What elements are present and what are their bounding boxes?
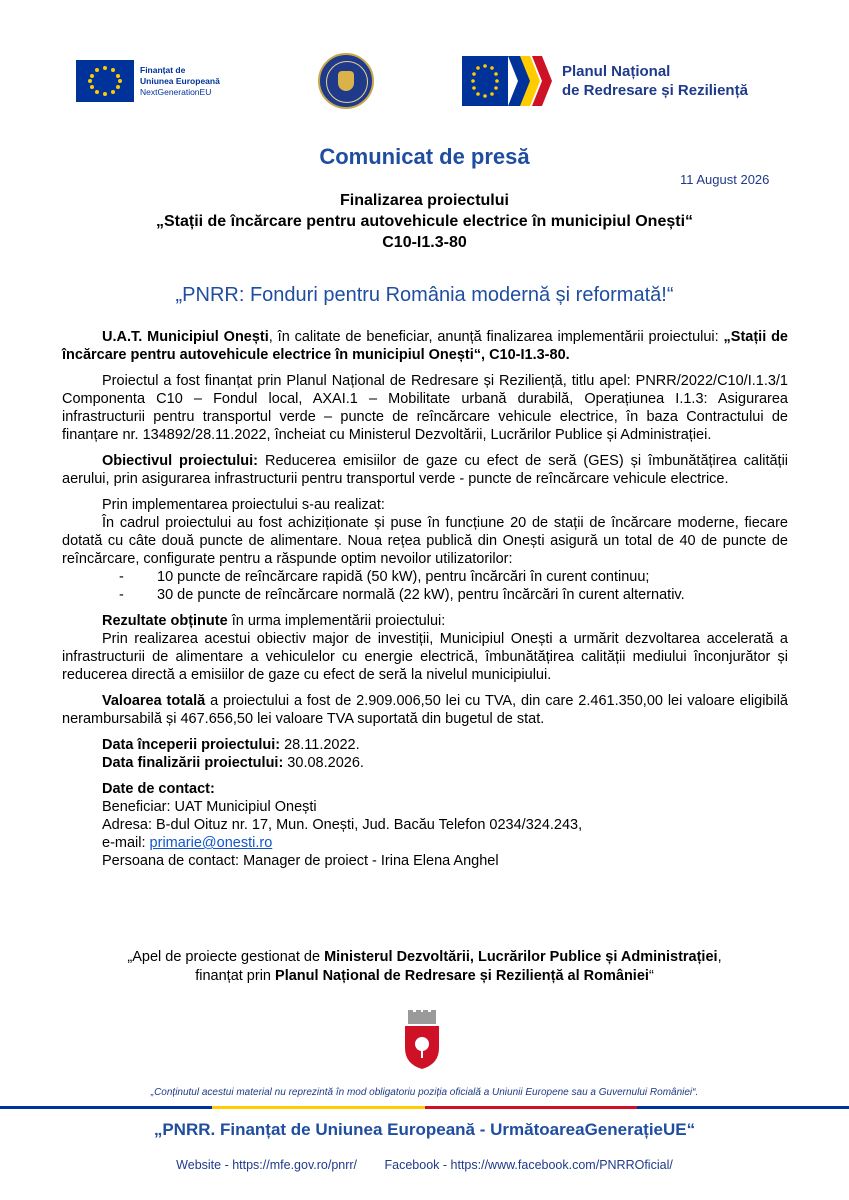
start-date-value: 28.11.2022. [280,737,360,753]
bullet-text-normal: 30 de puncte de reîncărcare normală (22 kW), pentru încărcări în curent alternativ. [157,587,685,603]
footer-links [0,1158,849,1172]
facebook-link[interactable]: Facebook - https://www.facebook.com/PNRROficial/ [384,1158,673,1172]
results-label: Rezultate obținute [102,613,228,629]
closing-text2: , [717,949,722,965]
paragraph-objective [62,452,788,488]
end-date-line [62,754,788,772]
subtitle-line3: C10-I1.3-80 [382,234,467,251]
contact-beneficiary: Beneficiar: UAT Municipiul Onești [102,799,317,815]
contact-address: Adresa: B-dul Oituz nr. 17, Mun. Onești, Jud. Bacău Telefon 0234/324.243, [102,817,583,833]
contact-label: Date de contact: [102,781,215,797]
press-release-date: 11 August 2026 [680,172,770,187]
start-date-label: Data începerii proiectului: [102,737,281,753]
onesti-crest-icon [402,1010,442,1070]
subtitle-line1: Finalizarea proiectului [340,192,509,209]
paragraph-value [62,692,788,728]
disclaimer-text: „Conținutul acestui material nu reprezintă în mod obligatoriu poziția oficială a Uniunii Europene sau a Guvernului României“. [150,1087,699,1098]
eu-flag-icon [76,60,134,102]
start-date-line [62,736,788,754]
pnrr-logo [462,56,748,106]
contact-person: Persoana de contact: Manager de proiect - Irina Elena Anghel [102,853,499,869]
paragraph-financing: Proiectul a fost finanțat prin Planul Național de Redresare și Reziliență, titlu apel: PNRR/2022/C10/I.1.3/1 Componenta C10 – Fondul local, AXAI.1 – Mobilitate urbană durabilă, Operațiunea I.1.3: Asigurarea infrastructurii pentru transportul verde – puncte de reîncărcare vehicule electrice, în baza Contractului de finanțare nr. 134892/28.11.2022, încheiat cu Ministerul Dezvoltării, Lucrărilor Publice și Administrației. [62,373,788,443]
project-name: „Stații de încărcare pentru autovehicule electrice în municipiul Onești“, C10-I1.3-80. [62,329,789,363]
objective-text: Reducerea emisiilor de gaze cu efect de seră (GES) și îmbunătățirea calității aerului, prin asigurarea infrastructurii pentru transportul verde - puncte de reîncărcare vehicule electrice. [62,453,789,487]
government-seal-logo [318,53,374,109]
list-item [62,568,788,586]
page-title: Comunicat de presă [319,144,530,169]
bullet-dash: - [119,587,124,603]
paragraph-results: Prin realizarea acestui obiectiv major de investiții, Municipiul Onești a urmărit dezvoltarea accelerată a infrastructurii de alimentare a vehiculelor cu energie electrică, îmbunătățirea calității mediului înconjurător și reducerea directă a emisiilor de gaze cu efect de seră la nivelul municipiului. [62,631,788,683]
closing-line2 [0,967,849,986]
paragraph-realizations-intro: Prin implementarea proiectului s-au realizat: [102,497,385,513]
results-intro: în urma implementării proiectului: [227,613,446,629]
value-label: Valoarea totală [102,693,206,709]
list-item [62,586,788,604]
paragraph-intro [62,328,788,364]
contact-heading [62,780,788,798]
eagle-icon [338,71,354,91]
pnrr-line2: de Redresare și Reziliență [562,82,748,99]
press-release-body [62,328,788,870]
eu-line2: Uniunea Europeană [140,75,220,86]
contact-email-line [62,834,788,852]
closing-text4: “ [648,968,654,984]
beneficiary-name: U.A.T. Municipiul Onești [102,329,269,345]
bullet-dash: - [119,569,124,585]
closing-statement [0,948,849,986]
closing-text3: finanțat prin [195,968,276,984]
footer-motto: „PNRR. Finanțat de Uniunea Europeană - UrmătoareaGenerațieUE“ [153,1120,696,1139]
bullet-text-fast: 10 puncte de reîncărcare rapidă (50 kW), pentru încărcări în curent continuu; [157,569,650,585]
closing-text1: „Apel de proiecte gestionat de [127,949,325,965]
eu-logo-text [140,65,220,98]
closing-line1 [0,948,849,967]
paragraph-realizations: În cadrul proiectului au fost achiziționate și puse în funcțiune 20 de stații de încărcare moderne, fiecare dotată cu câte două puncte de alimentare. Noua rețea publică din Onești asigură un total de 40 de puncte de reîncărcare, configurate pentru a răspunde optim nevoilor utilizatorilor: [62,515,788,567]
pnrr-motto: „PNRR: Fonduri pentru România modernă și reformată!“ [175,284,674,306]
eu-line3: NextGenerationEU [140,86,212,97]
website-link[interactable]: Website - https://mfe.gov.ro/pnrr/ [176,1158,358,1172]
pnrr-full-name: Planul Național de Redresare și Reziliență al României [275,968,649,984]
end-date-label: Data finalizării proiectului: [102,755,284,771]
value-text: a proiectului a fost de 2.909.006,50 lei cu TVA, din care 2.461.350,00 lei valoare eligibilă nerambursabilă și 467.656,50 lei valoare TVA suportată din bugetul de stat. [62,693,788,727]
email-link[interactable]: primarie@onesti.ro [149,835,273,851]
end-date-value: 30.08.2026. [283,755,364,771]
intro-text: , în calitate de beneficiar, anunță finalizarea implementării proiectului: [268,329,719,345]
paragraph-results-heading [62,612,788,630]
ministry-name: Ministerul Dezvoltării, Lucrărilor Publice și Administrației [324,949,718,965]
pnrr-logo-text [562,62,748,100]
objective-label: Obiectivul proiectului: [102,453,259,469]
subtitle-line2: „Stații de încărcare pentru autovehicule electrice în municipiul Onești“ [155,213,694,230]
email-label: e-mail: [102,835,150,851]
eu-line1: Finanțat de [140,64,186,75]
pnrr-line1: Planul Național [562,63,671,80]
project-subtitle [0,190,849,253]
pnrr-flag-icon [462,56,554,106]
footer-stripe [0,1106,849,1109]
eu-funding-logo [76,60,220,102]
